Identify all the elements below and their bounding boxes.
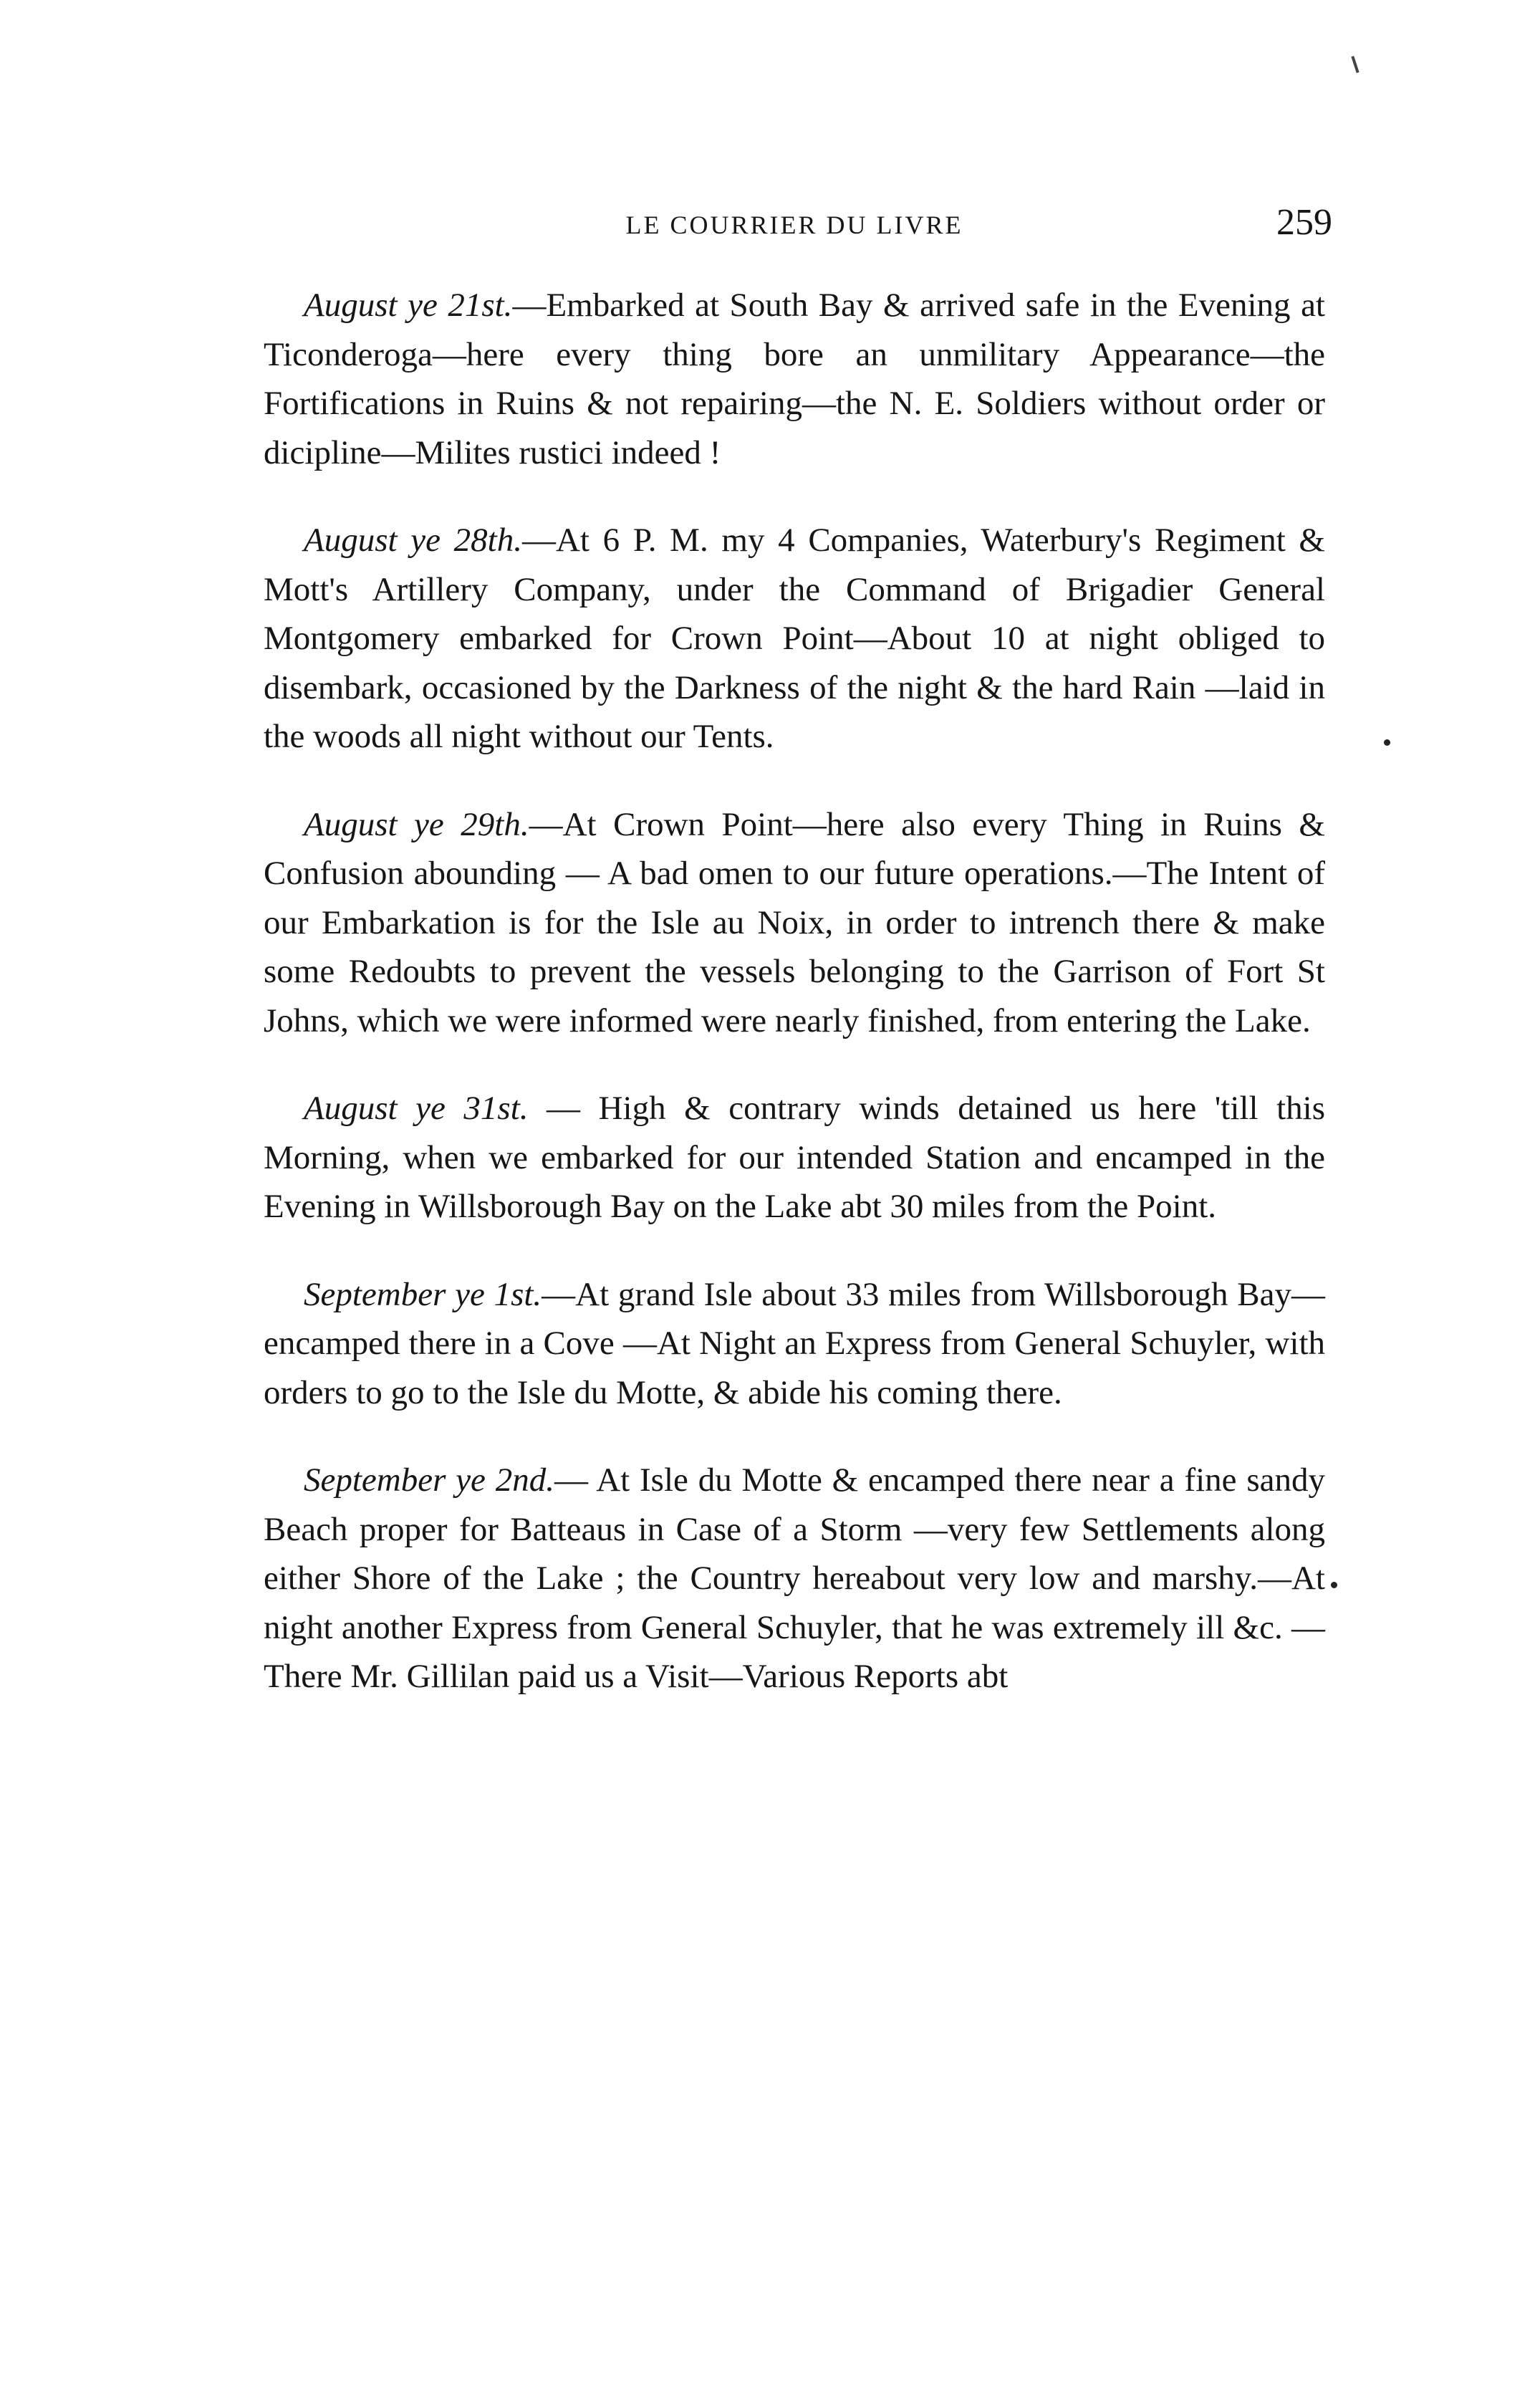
entry-date: August ye 28th. [304,522,522,559]
entry-text: — At Isle du Motte & encamped there near a fine sandy Beach proper for Batteaus in Case of a Storm —very few Settlements along either Shore of the Lake ; the Country hereabout very low and marshy.—At night another Express from General Schuyler, that he was extremely ill &c. —There Mr. Gillilan paid us a Visit—Various Reports abt [264,1461,1325,1695]
entry-date: August ye 29th. [304,805,529,843]
entry-text: —Embarked at South Bay & arrived safe in the Evening at Ticonderoga—here every thing bore an unmilitary Appearance—the Fortifications in Ruins & not repairing—the N. E. Soldiers without order or dicipline—Milites rustici indeed ! [264,287,1325,471]
entry-date: August ye 31st. [304,1090,529,1127]
page-number: 259 [1276,202,1332,243]
print-speck [1384,739,1390,746]
page-header [264,202,1332,247]
entry-text: —At 6 P. M. my 4 Companies, Waterbury's Regiment & Mott's Artillery Company, under the Command of Brigadier General Montgomery embarked for Crown Point—About 10 at night obliged to disembark, occasioned by the Darkness of the night & the hard Rain —laid in the woods all night without our Tents. [264,522,1325,755]
running-head: LE COURRIER DU LIVRE [625,211,963,239]
entry-text: —At Crown Point—here also every Thing in Ruins & Confusion abounding — A bad omen to our future operations.—The Intent of our Embarkation is for the Isle au Noix, in order to intrench there & make some Redoubts to prevent the vessels belonging to the Garrison of Fort St Johns, which we were informed were nearly finished, from entering the Lake. [264,805,1325,1039]
entry-text: — High & contrary winds detained us here 'till this Morning, when we embarked for our intended Station and encamped in the Evening in Willsborough Bay on the Lake abt 30 miles from the Point. [264,1090,1325,1225]
journal-entry [264,1456,1325,1701]
journal-entry [264,516,1325,762]
journal-entry [264,1270,1325,1418]
entry-date: August ye 21st. [304,287,513,324]
journal-text [264,281,1325,1740]
print-speck [1331,1582,1337,1588]
margin-mark [1351,56,1359,73]
entry-date: September ye 2nd. [304,1461,554,1499]
journal-entry [264,800,1325,1046]
entry-date: September ye 1st. [304,1275,542,1313]
journal-entry [264,281,1325,477]
journal-entry [264,1084,1325,1231]
entry-text: —At grand Isle about 33 miles from Willsborough Bay—encamped there in a Cove —At Night an Express from General Schuyler, with orders to go to the Isle du Motte, & abide his coming there. [264,1275,1325,1411]
